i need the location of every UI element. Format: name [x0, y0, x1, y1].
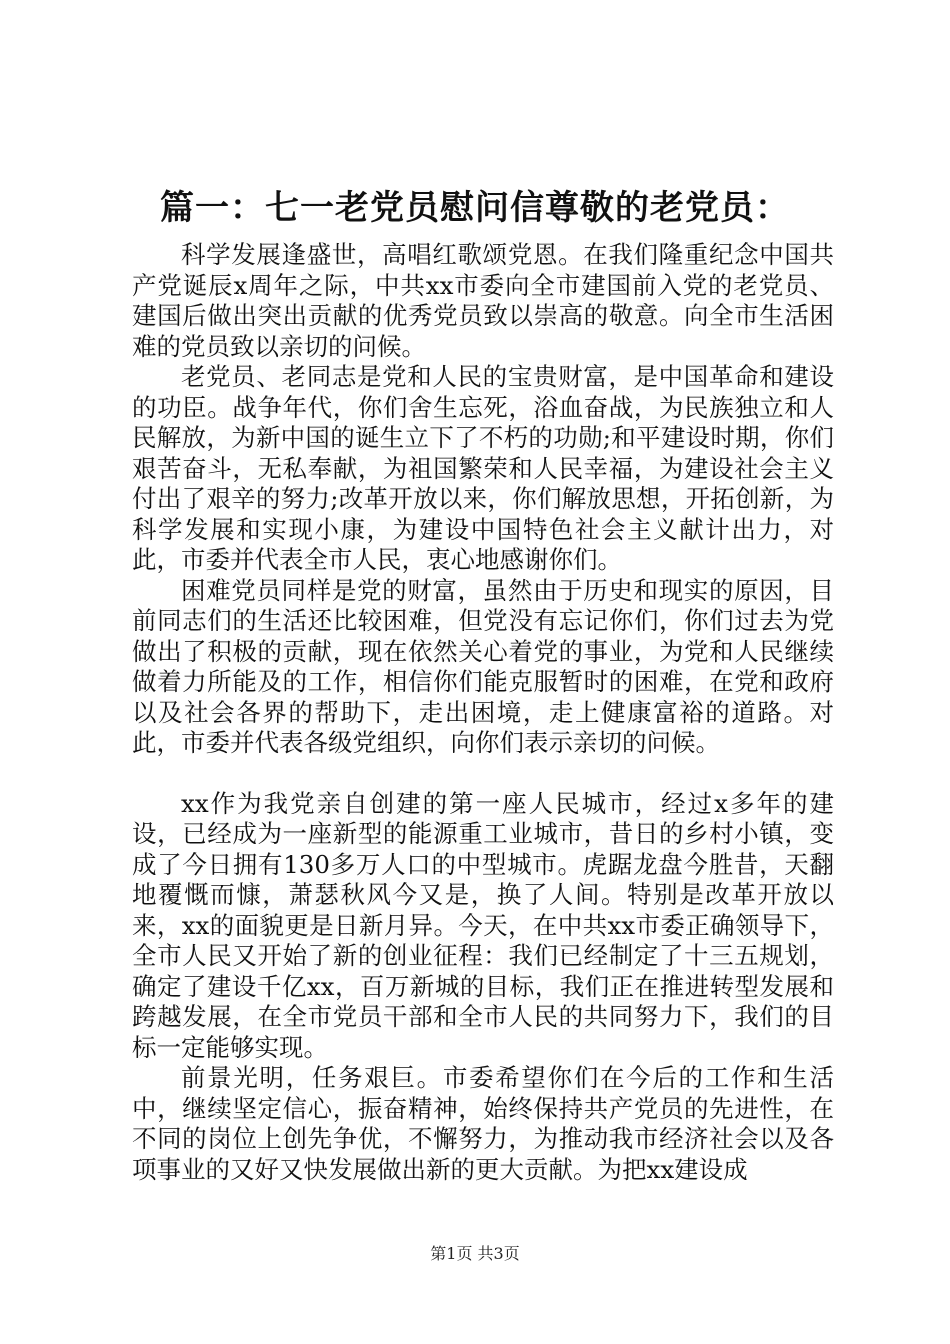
paragraph-hardship: 困难党员同样是党的财富，虽然由于历史和现实的原因，目前同志们的生活还比较困难，但党没有忘记你们，你们过去为党做出了积极的贡献，现在依然关心着党的事业，为党和人民继续做着力所能及的工作，相信你们能克服暂时的困难，在党和政府以及社会各界的帮助下，走出困境，走上健康富裕的道路。对此，市委并代表各级党组织，向你们表示亲切的问候。 — [132, 575, 834, 757]
document-title: 篇一：七一老党员慰问信尊敬的老党员： — [160, 188, 790, 228]
paragraph-veterans: 老党员、老同志是党和人民的宝贵财富，是中国革命和建设的功臣。战争年代，你们舍生忘死，浴血奋战，为民族独立和人民解放，为新中国的诞生立下了不朽的功勋;和平建设时期，你们艰苦奋斗，无私奉献，为祖国繁荣和人民幸福，为建设社会主义付出了艰辛的努力;改革开放以来，你们解放思想，开拓创新，为科学发展和实现小康，为建设中国特色社会主义献计出力，对此，市委并代表全市人民，衷心地感谢你们。 — [132, 362, 834, 574]
paragraph-outlook: 前景光明，任务艰巨。市委希望你们在今后的工作和生活中，继续坚定信心，振奋精神，始终保持共产党员的先进性，在不同的岗位上创先争优，不懈努力，为推动我市经济社会以及各项事业的又好又快发展做出新的更大贡献。为把xx建设成 — [132, 1063, 834, 1184]
paragraph-city: xx作为我党亲自创建的第一座人民城市，经过x多年的建设，已经成为一座新型的能源重工业城市，昔日的乡村小镇，变成了今日拥有130多万人口的中型城市。虎踞龙盘今胜昔，天翻地覆慨而慷，萧瑟秋风今又是，换了人间。特别是改革开放以来，xx的面貌更是日新月异。今天，在中共xx市委正确领导下，全市人民又开始了新的创业征程：我们已经制定了十三五规划，确定了建设千亿xx，百万新城的目标，我们正在推进转型发展和跨越发展，在全市党员干部和全市人民的共同努力下，我们的目标一定能够实现。 — [132, 788, 834, 1062]
document-body — [132, 240, 834, 1185]
page-number: 第1页 共3页 — [430, 1244, 520, 1263]
paragraph-greeting: 科学发展逢盛世，高唱红歌颂党恩。在我们隆重纪念中国共产党诞辰x周年之际，中共xx市委向全市建国前入党的老党员、建国后做出突出贡献的优秀党员致以崇高的敬意。向全市生活困难的党员致以亲切的问候。 — [132, 240, 834, 361]
